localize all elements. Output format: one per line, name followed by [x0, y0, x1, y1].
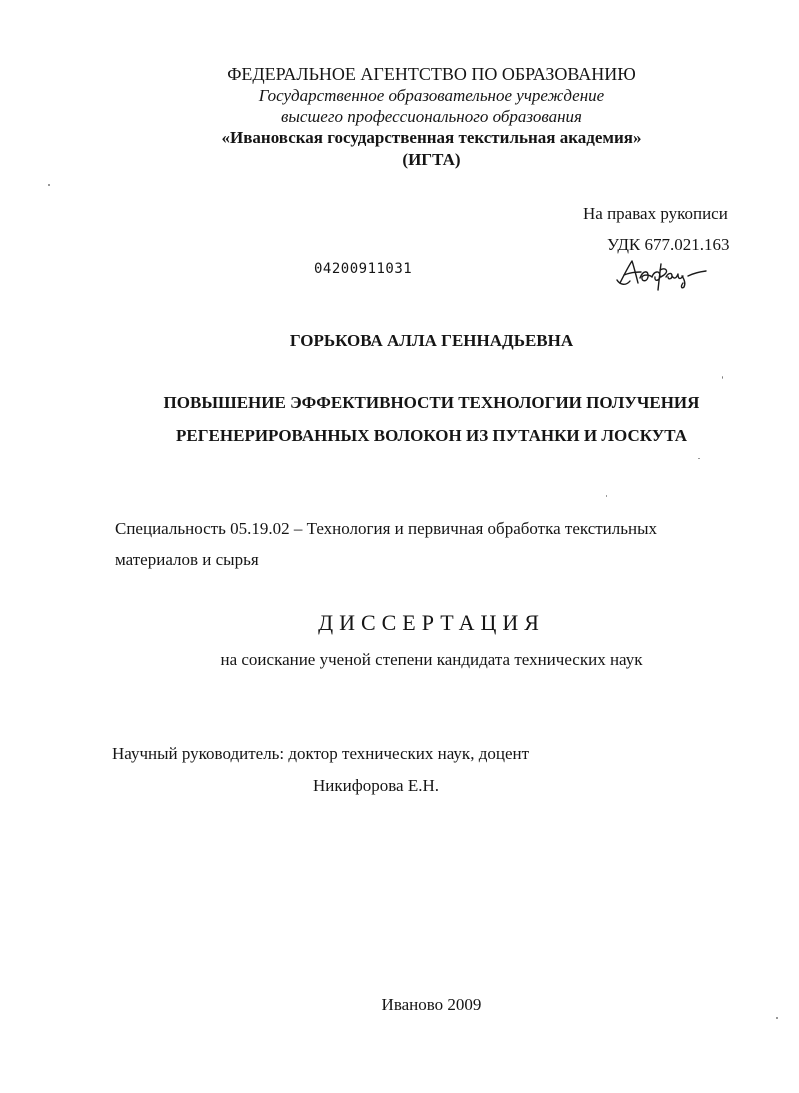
supervisor-title: Научный руководитель: доктор технических наук, доцент: [112, 744, 530, 763]
dissertation-title-line-1: ПОВЫШЕНИЕ ЭФФЕКТИВНОСТИ ТЕХНОЛОГИИ ПОЛУЧЕНИЯ: [163, 393, 700, 412]
supervisor-name: Никифорова Е.Н.: [313, 776, 440, 795]
scan-speck: [776, 1017, 778, 1019]
institution-level: высшего профессионального образования: [281, 107, 582, 126]
scan-speck: [48, 184, 50, 186]
author-name: ГОРЬКОВА АЛЛА ГЕННАДЬЕВНА: [289, 331, 574, 350]
manuscript-rights: На правах рукописи: [583, 204, 728, 223]
document-type: ДИССЕРТАЦИЯ: [318, 610, 545, 635]
scan-speck: [722, 376, 723, 379]
udc-code: УДК 677.021.163: [607, 235, 730, 254]
scan-speck: [606, 495, 607, 497]
dissertation-title-line-2: РЕГЕНЕРИРОВАННЫХ ВОЛОКОН ИЗ ПУТАНКИ И ЛОСКУТА: [176, 426, 687, 445]
agency-name: ФЕДЕРАЛЬНОЕ АГЕНТСТВО ПО ОБРАЗОВАНИЮ: [227, 64, 636, 84]
inventory-number: 04200911031: [314, 261, 413, 277]
specialty-line-2: материалов и сырья: [115, 550, 259, 569]
academy-abbreviation: (ИГТА): [402, 150, 461, 169]
specialty-line-1: Специальность 05.19.02 – Технология и первичная обработка текстильных: [115, 519, 658, 538]
academy-name: «Ивановская государственная текстильная академия»: [221, 128, 642, 147]
handwritten-signature: [614, 253, 709, 293]
institution-type: Государственное образовательное учреждение: [258, 86, 605, 105]
degree-statement: на соискание ученой степени кандидата технических наук: [220, 650, 643, 669]
city-and-year: Иваново 2009: [381, 995, 482, 1014]
scan-speck: [698, 458, 700, 459]
